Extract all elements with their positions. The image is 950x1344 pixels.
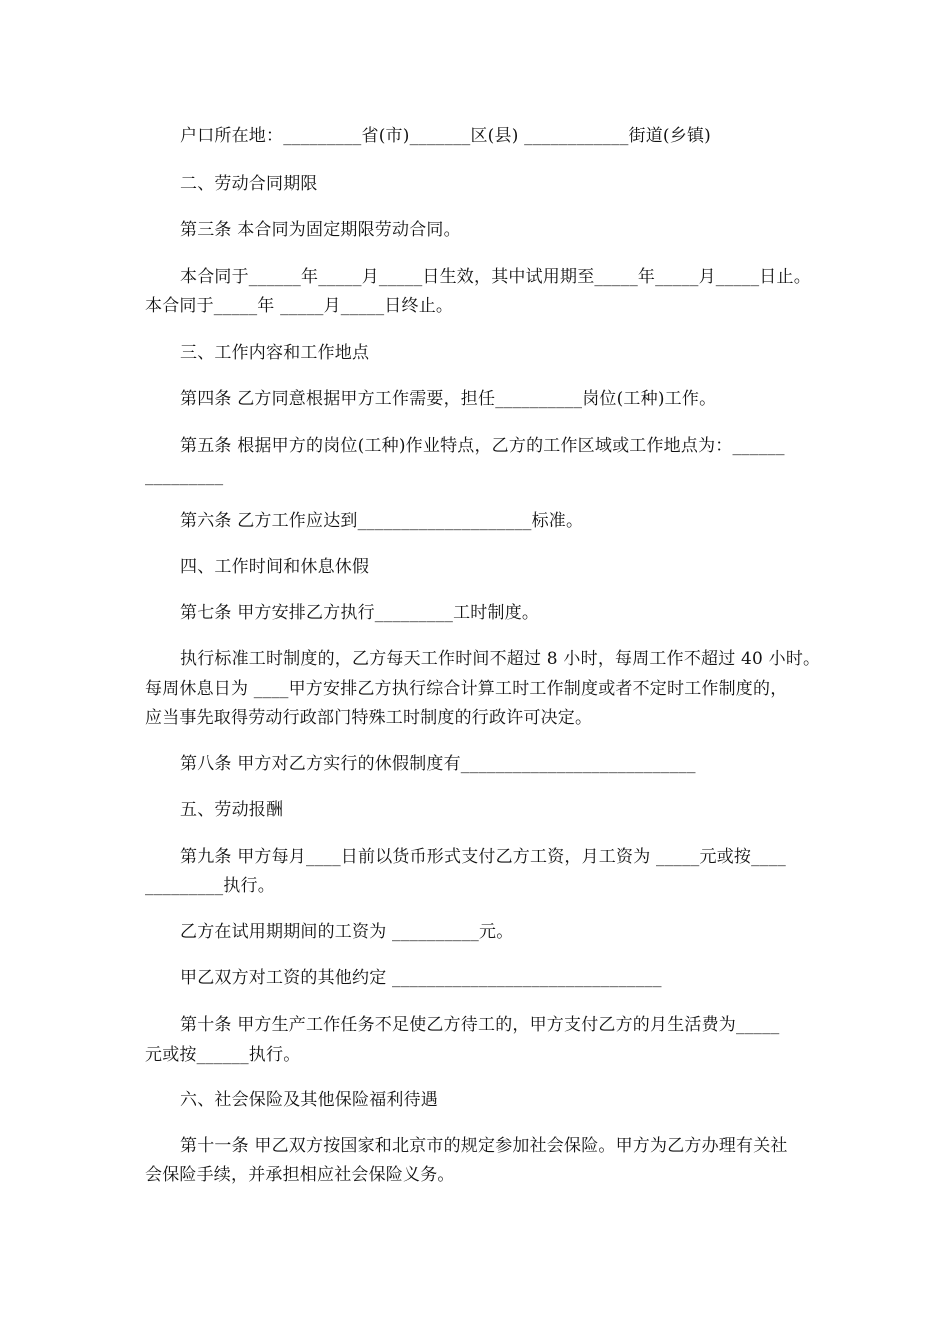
article-5-continuation: _________ — [145, 466, 224, 486]
article-7: 第七条 甲方安排乙方执行_________工时制度。 — [180, 603, 540, 623]
section-heading-social-insurance: 六、社会保险及其他保险福利待遇 — [180, 1090, 438, 1110]
contract-termination-line: 本合同于_____年 _____月_____日终止。 — [145, 296, 454, 316]
standard-hours-line: 执行标准工时制度的，乙方每天工作时间不超过 8 小时，每周工作不超过 40 小时。 — [180, 649, 821, 669]
article-10-continuation: 元或按______执行。 — [145, 1045, 301, 1065]
administrative-permit-line: 应当事先取得劳动行政部门特殊工时制度的行政许可决定。 — [145, 708, 593, 728]
article-4: 第四条 乙方同意根据甲方工作需要，担任__________岗位(工种)工作。 — [180, 389, 717, 409]
article-6: 第六条 乙方工作应达到____________________标准。 — [180, 511, 584, 531]
article-3: 第三条 本合同为固定期限劳动合同。 — [180, 220, 461, 240]
household-registration-line: 户口所在地：_________省(市)_______区(县) ____________街道(乡镇) — [180, 126, 711, 146]
article-11-continuation: 会保险手续，并承担相应社会保险义务。 — [145, 1165, 455, 1185]
section-heading-remuneration: 五、劳动报酬 — [180, 800, 284, 820]
article-9-continuation: _________执行。 — [145, 876, 275, 896]
article-10: 第十条 甲方生产工作任务不足使乙方待工的，甲方支付乙方的月生活费为_____ — [180, 1015, 780, 1035]
article-9: 第九条 甲方每月____日前以货币形式支付乙方工资，月工资为 _____元或按____ — [180, 847, 786, 867]
contract-effective-line: 本合同于______年_____月_____日生效，其中试用期至_____年_____月_____日止。 — [180, 267, 811, 287]
article-8: 第八条 甲方对乙方实行的休假制度有___________________________ — [180, 754, 696, 774]
section-heading-working-hours: 四、工作时间和休息休假 — [180, 557, 370, 577]
other-salary-agreement-line: 甲乙双方对工资的其他约定 _______________________________ — [180, 968, 662, 988]
probation-salary-line: 乙方在试用期期间的工资为 __________元。 — [180, 922, 514, 942]
weekly-rest-line: 每周休息日为 ____甲方安排乙方执行综合计算工时工作制度或者不定时工作制度的， — [145, 679, 788, 699]
section-heading-work-content: 三、工作内容和工作地点 — [180, 343, 370, 363]
article-11: 第十一条 甲乙双方按国家和北京市的规定参加社会保险。甲方为乙方办理有关社 — [180, 1136, 788, 1156]
article-5: 第五条 根据甲方的岗位(工种)作业特点，乙方的工作区域或工作地点为：______ — [180, 436, 785, 456]
section-heading-contract-term: 二、劳动合同期限 — [180, 174, 318, 194]
